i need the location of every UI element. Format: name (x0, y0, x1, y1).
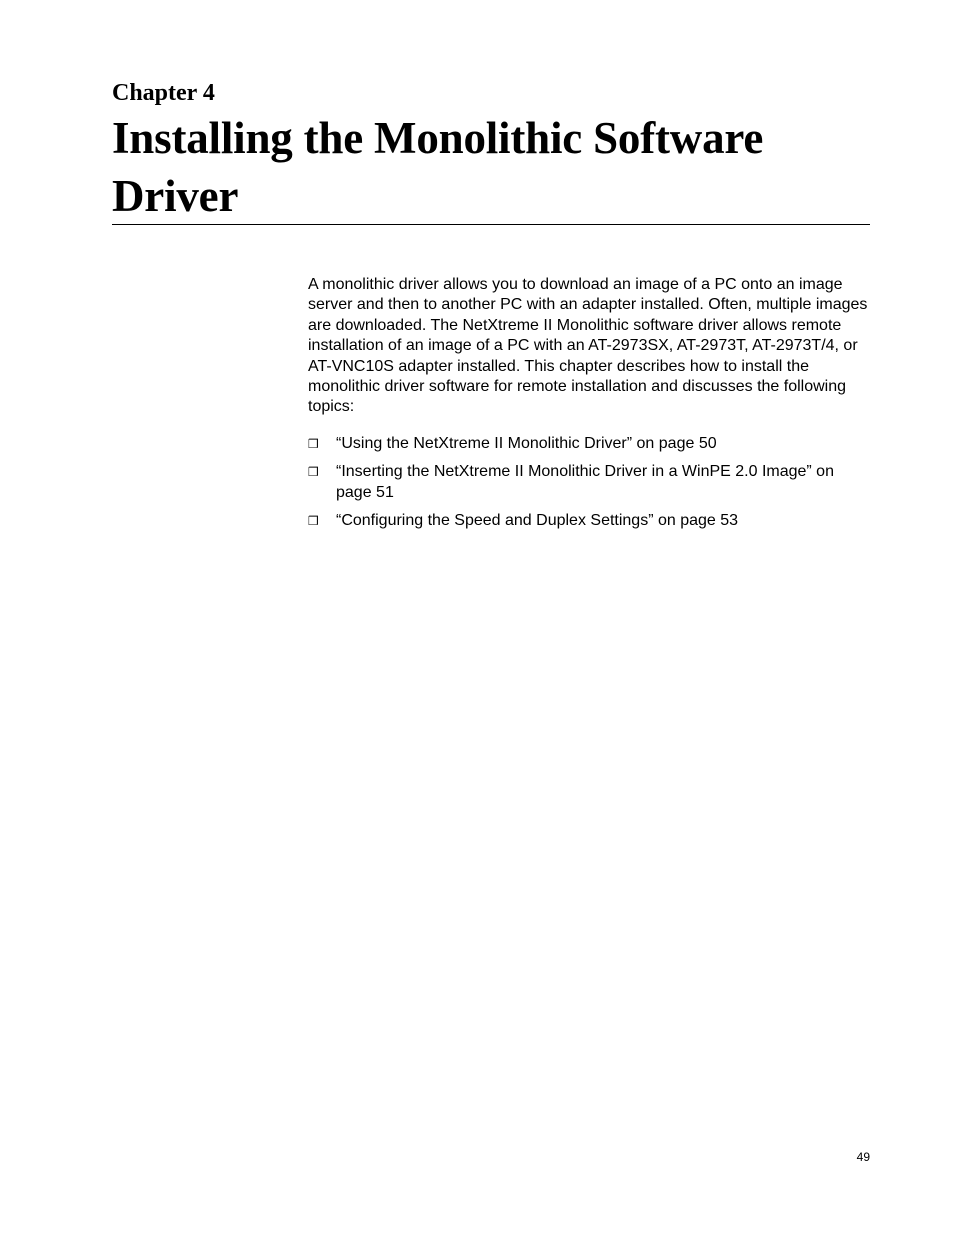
checkbox-bullet-icon: ❒ (308, 465, 319, 480)
list-item (308, 462, 873, 503)
title-rule (112, 224, 870, 225)
list-item (308, 511, 873, 531)
chapter-label: Chapter 4 (112, 80, 215, 106)
topic-list (308, 434, 873, 540)
list-item (308, 434, 873, 454)
topic-link-text: “Using the NetXtreme II Monolithic Driver” on page 50 (336, 435, 717, 452)
checkbox-bullet-icon: ❒ (308, 437, 319, 451)
topic-link-text: “Inserting the NetXtreme II Monolithic Driver in a WinPE 2.0 Image” on page 51 (336, 463, 834, 501)
checkbox-bullet-icon: ❒ (308, 514, 319, 529)
chapter-title: Installing the Monolithic Software Driver (112, 113, 764, 221)
topic-link-text: “Configuring the Speed and Duplex Settings” on page 53 (336, 512, 739, 530)
intro-paragraph: A monolithic driver allows you to download an image of a PC onto an image server and then to another PC with an adapter installed. Often, multiple images are downloaded. The NetXtreme II Monolithic software driver allows remote installation of an image of a PC with an AT-2973SX, AT-2973T, AT-2973T/4, or AT-VNC10S adapter installed. This chapter describes how to install the monolithic driver software for remote installation and discusses the following topics: (308, 276, 868, 416)
page-number: 49 (856, 1150, 870, 1164)
